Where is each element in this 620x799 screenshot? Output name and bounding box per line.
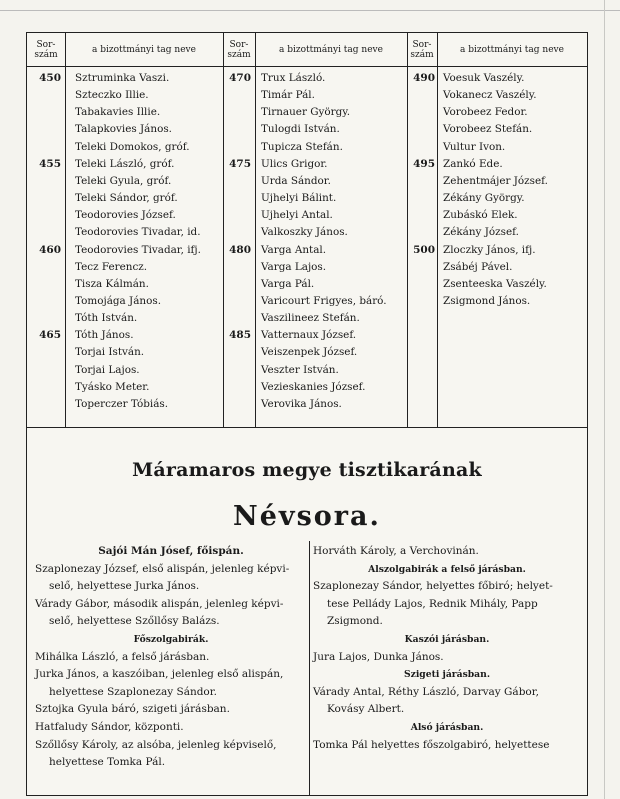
member-name: Talapkovies János.	[75, 123, 172, 136]
member-name: Szteczko Illie.	[75, 89, 149, 102]
member-name: Tyásko Meter.	[75, 380, 150, 393]
entry-line: selő, helyettese Szőllősy Balázs.	[49, 615, 220, 628]
member-name: Vaszilineez Stefán.	[261, 312, 360, 325]
row-number: 450	[39, 72, 61, 84]
row-number: 495	[413, 157, 435, 170]
row-number: 485	[229, 329, 251, 342]
member-name: Vatternaux József.	[261, 329, 357, 342]
right-column	[313, 543, 581, 754]
header-sorszam-1: Sor- szám	[34, 39, 58, 60]
entry-line: Szaplonezay Sándor, helyettes főbiró; helyet-	[313, 580, 553, 593]
row-number: 470	[229, 72, 251, 84]
table-header	[27, 33, 587, 67]
section-divider	[27, 427, 587, 428]
roster-subtitle: Névsora.	[233, 501, 381, 532]
member-name: Tomojága János.	[75, 294, 161, 307]
entry-line: Zsigmond.	[327, 615, 383, 628]
member-name: Zubáskó Elek.	[443, 209, 518, 222]
member-name: Toperczer Tóbiás.	[75, 397, 169, 410]
column-rule	[437, 33, 438, 427]
row-number: 465	[39, 329, 61, 342]
member-name: Varga Lajos.	[261, 260, 327, 273]
member-name: Teleki Sándor, gróf.	[75, 192, 178, 205]
member-name: Voesuk Vaszély.	[443, 72, 525, 84]
member-name: Sztruminka Vaszi.	[75, 72, 170, 84]
member-name: Vorobeez Fedor.	[443, 106, 528, 119]
column-rule	[407, 33, 408, 427]
member-name: Valkoszky János.	[261, 226, 348, 239]
entry-line: helyettese Tomka Pál.	[49, 756, 166, 769]
member-name: Ulics Grigor.	[261, 157, 328, 170]
header-name-3: a bizottmányi tag neve	[460, 44, 564, 55]
member-name: Ujhelyi Bálint.	[261, 192, 337, 205]
roster-title: Máramaros megye tisztikarának	[132, 459, 482, 481]
member-name: Tisza Kálmán.	[75, 277, 149, 290]
section-heading: Alsó járásban.	[410, 721, 484, 733]
entry-line: Jura Lajos, Dunka János.	[313, 650, 444, 663]
left-column	[35, 543, 307, 772]
header-name-1: a bizottmányi tag neve	[92, 44, 196, 55]
member-name: Zloczky János, ifj.	[443, 243, 536, 256]
entry-line: tese Pellády Lajos, Rednik Mihály, Papp	[327, 597, 538, 610]
member-name: Teleki Domokos, gróf.	[75, 140, 190, 153]
member-name: Zsigmond János.	[443, 294, 531, 307]
member-name: Zehentmájer József.	[443, 174, 548, 187]
member-name: Urda Sándor.	[261, 174, 331, 187]
member-name: Veszter István.	[261, 363, 339, 376]
member-name: Teleki László, gróf.	[75, 157, 175, 170]
header-sorszam-3: Sor- szám	[410, 39, 434, 60]
row-number: 455	[39, 157, 61, 170]
member-name: Varga Pál.	[261, 277, 315, 290]
column-rule	[255, 33, 256, 427]
member-name: Tabakavies Illie.	[75, 106, 161, 119]
row-number: 460	[39, 243, 61, 256]
head-official: Sajói Mán Jósef, főispán.	[98, 545, 244, 557]
member-name: Varicourt Frigyes, báró.	[261, 294, 387, 307]
member-name: Zékány József.	[443, 226, 519, 239]
paper-fold-line	[0, 10, 620, 11]
member-name: Timár Pál.	[261, 89, 315, 102]
entry-line: Várady Antal, Réthy László, Darvay Gábor,	[313, 685, 539, 698]
member-name: Ujhelyi Antal.	[261, 209, 333, 222]
member-name: Torjai István.	[75, 346, 145, 359]
member-name: Tupicza Stefán.	[261, 140, 343, 153]
member-name: Zsábéj Pável.	[443, 260, 513, 273]
section-heading: Kaszói járásban.	[404, 633, 490, 645]
member-name: Tóth János.	[75, 329, 134, 342]
column-rule	[309, 541, 310, 795]
entry-line: Mihálka László, a felső járásban.	[35, 650, 210, 663]
entry-line: Tomka Pál helyettes főszolgabiró, helyettese	[313, 738, 550, 751]
member-name: Zankó Ede.	[443, 157, 503, 170]
section-heading: Főszolgabirák.	[133, 633, 209, 645]
member-name: Tirnauer György.	[261, 106, 351, 119]
entry-line: selő, helyettese Jurka János.	[49, 580, 200, 593]
member-name: Torjai Lajos.	[75, 363, 140, 376]
member-name: Teleki Gyula, gróf.	[75, 174, 172, 187]
member-name: Vokanecz Vaszély.	[443, 89, 537, 102]
header-name-2: a bizottmányi tag neve	[279, 44, 383, 55]
member-name: Varga Antal.	[261, 243, 327, 256]
member-name: Trux László.	[261, 72, 326, 84]
member-name: Vultur Ivon.	[443, 140, 506, 153]
member-table	[27, 33, 587, 427]
column-rule	[65, 33, 66, 427]
row-number: 490	[413, 72, 435, 84]
paper-edge-line	[604, 0, 605, 799]
column-rule	[223, 33, 224, 427]
member-name: Verovika János.	[261, 397, 342, 410]
entry-line: Kovásy Albert.	[327, 703, 405, 716]
member-name: Tulogdi István.	[261, 123, 340, 136]
member-name: Vorobeez Stefán.	[443, 123, 533, 136]
entry-line: helyettese Szaplonezay Sándor.	[49, 685, 217, 698]
row-number: 500	[413, 243, 435, 256]
entry-line: Sztojka Gyula báró, szigeti járásban.	[35, 703, 230, 716]
member-name: Zékány György.	[443, 192, 525, 205]
member-name: Teodorovies Tivadar, id.	[75, 226, 201, 239]
member-name: Vezieskanies József.	[261, 380, 366, 393]
member-name: Zsenteeska Vaszély.	[443, 277, 547, 290]
row-number: 480	[229, 243, 251, 256]
member-name: Tecz Ferencz.	[75, 260, 148, 273]
entry-line: Szőllősy Károly, az alsóba, jelenleg képviselő,	[35, 738, 277, 751]
row-number: 475	[229, 157, 251, 170]
header-sorszam-2: Sor- szám	[227, 39, 251, 60]
entry-line: Szaplonezay József, első alispán, jelenleg képvi-	[35, 562, 290, 575]
member-name: Veiszenpek József.	[261, 346, 358, 359]
section-heading: Alszolgabirák a felső járásban.	[368, 563, 526, 575]
member-name: Tóth István.	[75, 312, 138, 325]
entry-line: Horváth Károly, a Verchovinán.	[313, 545, 479, 557]
document-page	[26, 32, 588, 796]
member-name: Teodorovies Tivadar, ifj.	[75, 243, 201, 256]
member-name: Teodorovies József.	[75, 209, 176, 222]
entry-line: Hatfaludy Sándor, központi.	[35, 720, 184, 733]
entry-line: Várady Gábor, második alispán, jelenleg képvi-	[35, 597, 284, 610]
entry-line: Jurka János, a kaszóiban, jelenleg első alispán,	[35, 668, 284, 681]
section-heading: Szigeti járásban.	[403, 669, 491, 681]
